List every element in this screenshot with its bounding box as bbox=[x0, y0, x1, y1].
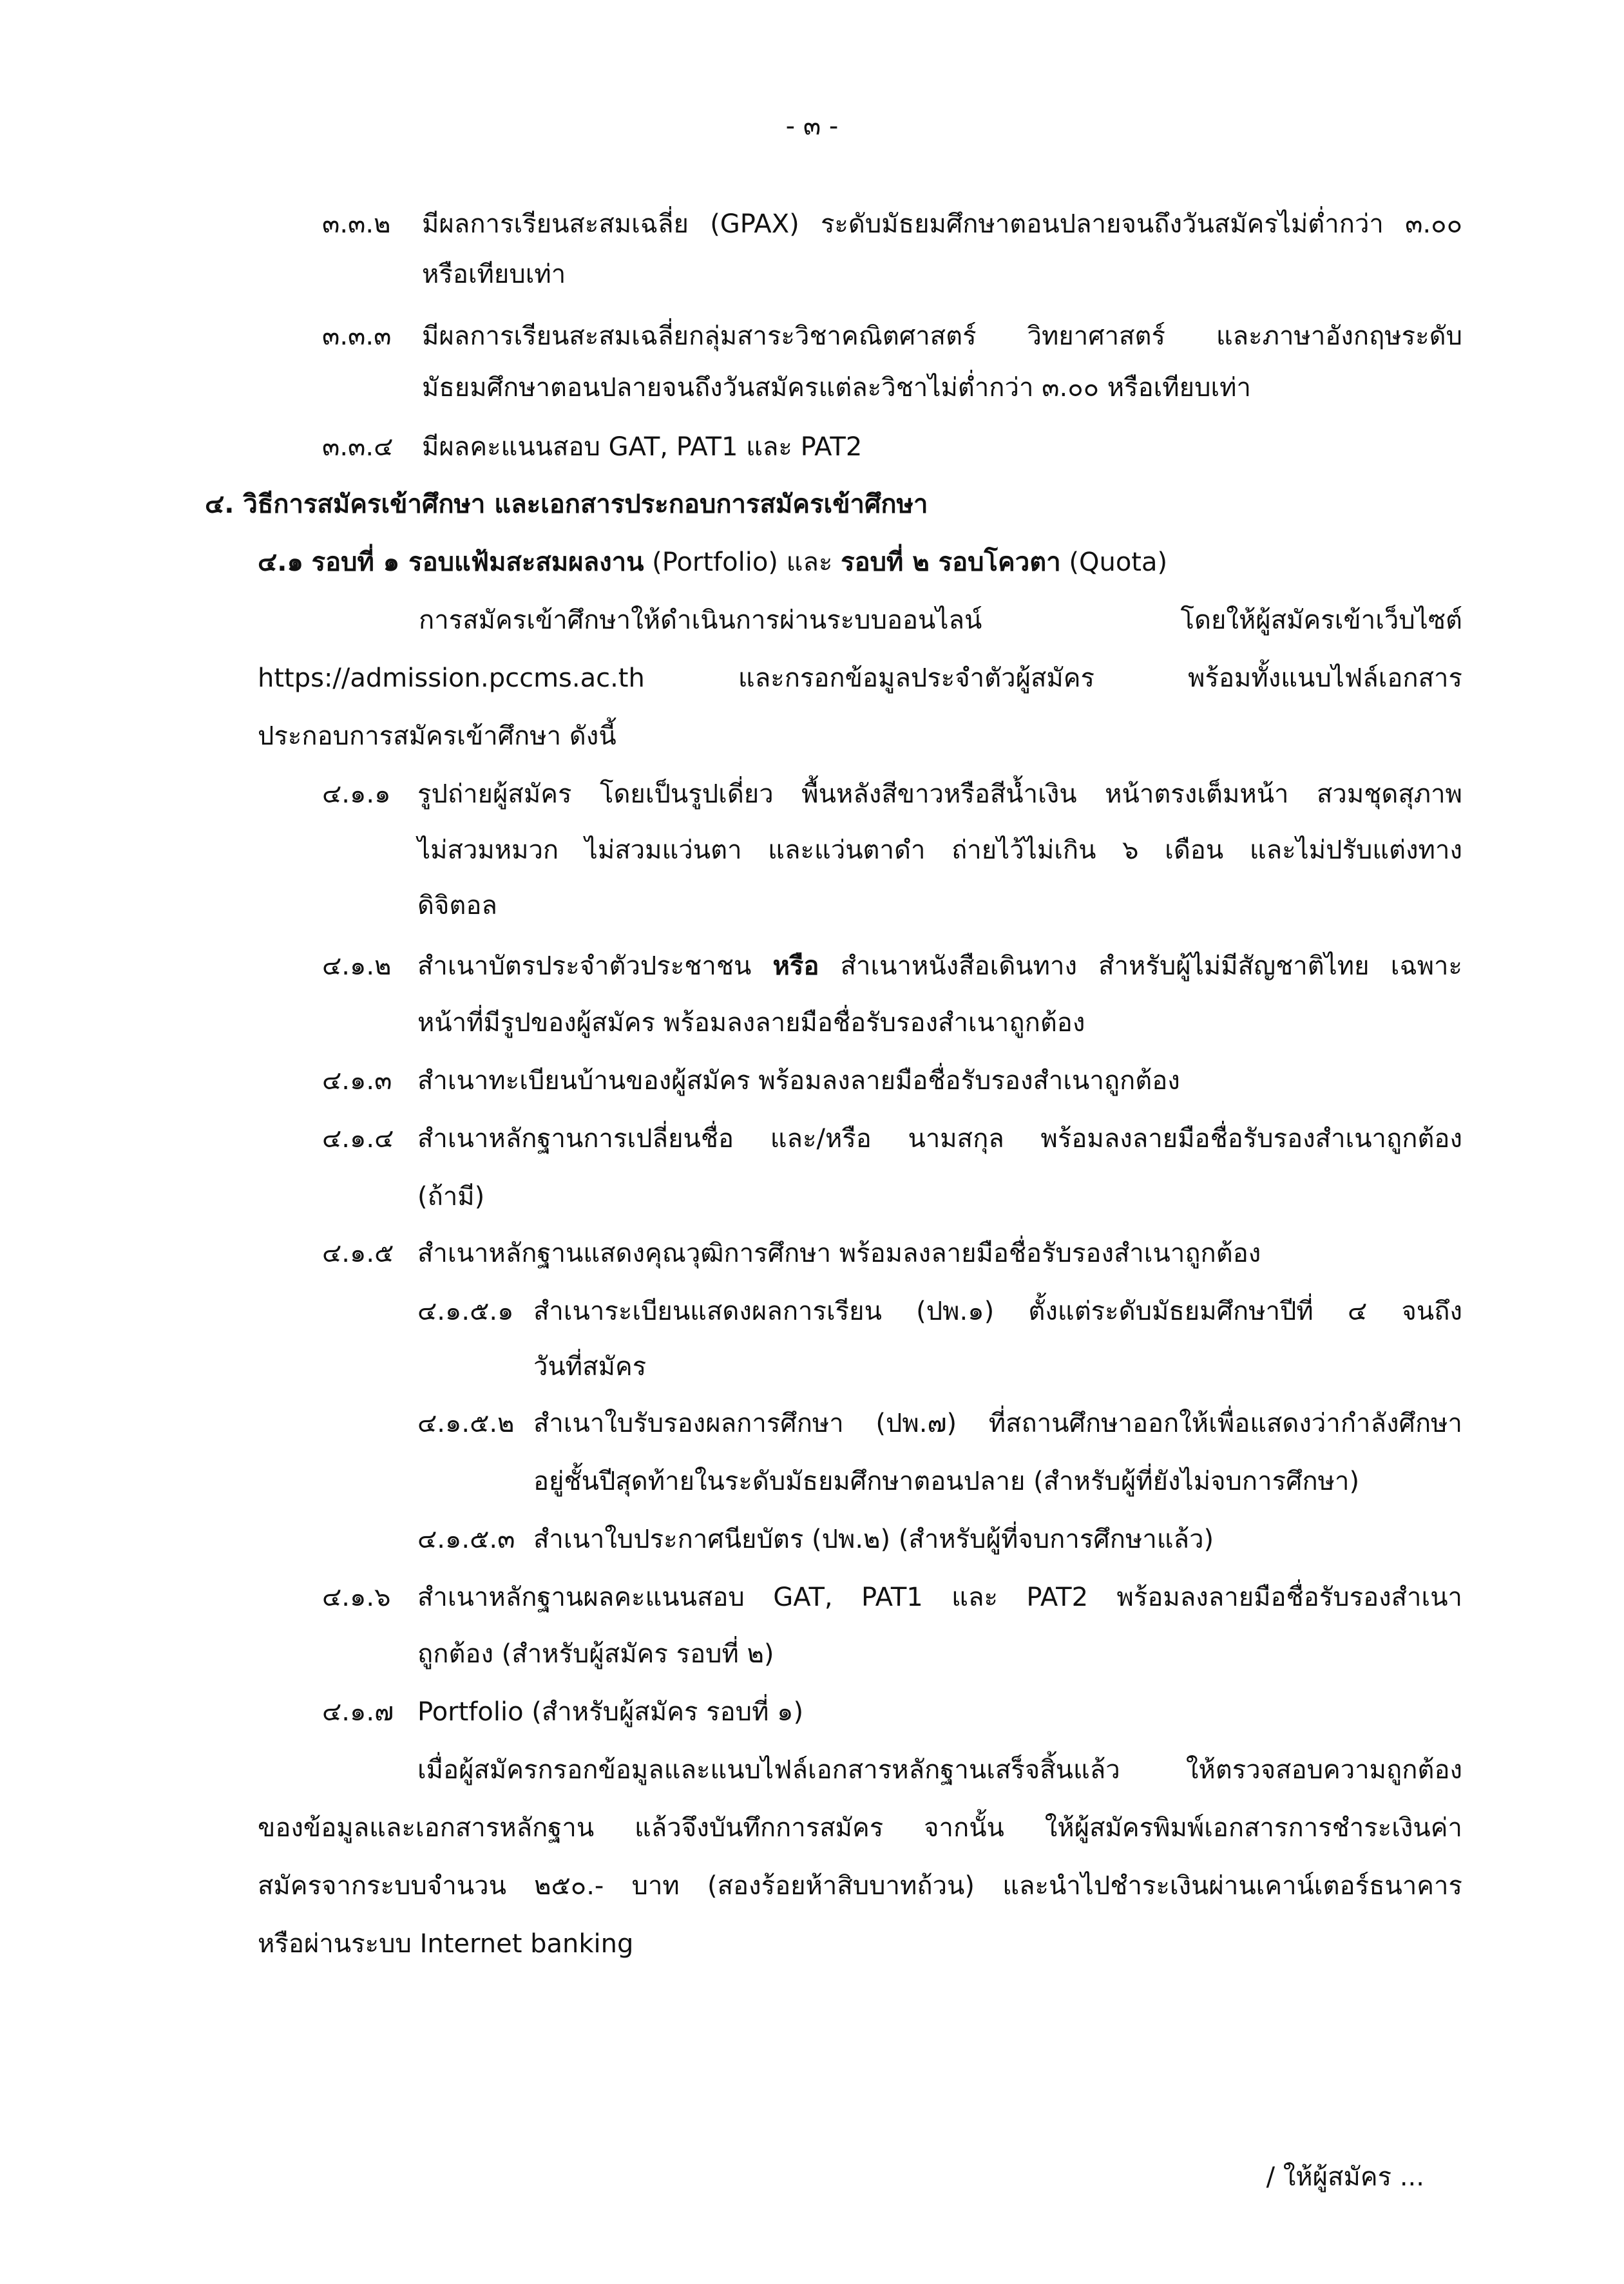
sub-heading-round-1: รอบที่ ๑ รอบแฟ้มสะสมผลงาน bbox=[311, 547, 644, 577]
section-heading: ๔. วิธีการสมัครเข้าศึกษา และเอกสารประกอบการสมัครเข้าศึกษา bbox=[205, 490, 928, 519]
item-text: มีผลการเรียนสะสมเฉลี่ยกลุ่มสาระวิชาคณิตศาสตร์ วิทยาศาสตร์ และภาษาอังกฤษระดับ bbox=[422, 321, 1462, 351]
item-text: ดิจิตอล bbox=[417, 891, 497, 920]
closing-line: สมัครจากระบบจำนวน ๒๕๐.- บาท (สองร้อยห้าสิบบาทถ้วน) และนำไปชำระเงินผ่านเคาน์เตอร์ธนาคาร bbox=[258, 1871, 1462, 1901]
item-text: ถูกต้อง (สำหรับผู้สมัคร รอบที่ ๒) bbox=[417, 1639, 774, 1669]
sub-heading-number: ๔.๑ bbox=[258, 547, 303, 577]
item-text: มีผลการเรียนสะสมเฉลี่ย (GPAX) ระดับมัธยมศึกษาตอนปลายจนถึงวันสมัครไม่ต่ำกว่า ๓.๐๐ bbox=[422, 209, 1462, 239]
sub-heading-portfolio: (Portfolio) และ bbox=[652, 547, 833, 577]
item-text: มัธยมศึกษาตอนปลายจนถึงวันสมัครแต่ละวิชาไม่ต่ำกว่า ๓.๐๐ หรือเทียบเท่า bbox=[422, 373, 1251, 403]
item-number: ๔.๑.๑ bbox=[322, 779, 391, 809]
item-text: มีผลคะแนนสอบ GAT, PAT1 และ PAT2 bbox=[422, 432, 863, 462]
item-number: ๔.๑.๖ bbox=[322, 1583, 391, 1612]
sub-item-text: อยู่ชั้นปีสุดท้ายในระดับมัธยมศึกษาตอนปลาย (สำหรับผู้ที่ยังไม่จบการศึกษา) bbox=[533, 1467, 1360, 1496]
item-number: ๓.๓.๒ bbox=[322, 209, 391, 239]
item-text: สำเนาหลักฐานผลคะแนนสอบ GAT, PAT1 และ PAT2 พร้อมลงลายมือชื่อรับรองสำเนา bbox=[417, 1583, 1462, 1612]
item-text: ไม่สวมหมวก ไม่สวมแว่นตา และแว่นตาดำ ถ่ายไว้ไม่เกิน ๖ เดือน และไม่ปรับแต่งทาง bbox=[417, 835, 1462, 865]
sub-heading-round-2: รอบที่ ๒ รอบโควตา bbox=[841, 547, 1061, 577]
item-text bbox=[417, 948, 1462, 984]
item-text-or: หรือ bbox=[772, 951, 819, 981]
sub-item-text: สำเนาใบประกาศนียบัตร (ปพ.๒) (สำหรับผู้ที่จบการศึกษาแล้ว) bbox=[533, 1525, 1214, 1554]
item-text: หน้าที่มีรูปของผู้สมัคร พร้อมลงลายมือชื่อรับรองสำเนาถูกต้อง bbox=[417, 1008, 1085, 1038]
item-text-part: สำเนาบัตรประจำตัวประชาชน bbox=[417, 951, 752, 981]
closing-line: เมื่อผู้สมัครกรอกข้อมูลและแนบไฟล์เอกสารหลักฐานเสร็จสิ้นแล้ว ให้ตรวจสอบความถูกต้อง bbox=[417, 1755, 1462, 1785]
sub-item-number: ๔.๑.๕.๒ bbox=[417, 1409, 515, 1438]
item-text: สำเนาหลักฐานการเปลี่ยนชื่อ และ/หรือ นามสกุล พร้อมลงลายมือชื่อรับรองสำเนาถูกต้อง bbox=[417, 1124, 1462, 1154]
item-number: ๔.๑.๒ bbox=[322, 951, 392, 981]
item-number: ๔.๑.๓ bbox=[322, 1066, 392, 1096]
closing-line: ของข้อมูลและเอกสารหลักฐาน แล้วจึงบันทึกการสมัคร จากนั้น ให้ผู้สมัครพิมพ์เอกสารการชำระเงินค่า bbox=[258, 1813, 1462, 1843]
sub-heading-quota: (Quota) bbox=[1069, 547, 1168, 577]
item-number: ๔.๑.๕ bbox=[322, 1239, 394, 1268]
item-text: สำเนาหลักฐานแสดงคุณวุฒิการศึกษา พร้อมลงลายมือชื่อรับรองสำเนาถูกต้อง bbox=[417, 1239, 1261, 1268]
item-text: (ถ้ามี) bbox=[417, 1182, 485, 1212]
sub-item-text: สำเนาใบรับรองผลการศึกษา (ปพ.๗) ที่สถานศึกษาออกให้เพื่อแสดงว่ากำลังศึกษา bbox=[533, 1409, 1462, 1438]
item-text: รูปถ่ายผู้สมัคร โดยเป็นรูปเดี่ยว พื้นหลังสีขาวหรือสีน้ำเงิน หน้าตรงเต็มหน้า สวมชุดสุภาพ bbox=[417, 779, 1462, 809]
page-number: - ๓ - bbox=[785, 111, 839, 141]
item-text: หรือเทียบเท่า bbox=[422, 260, 566, 289]
item-number: ๔.๑.๗ bbox=[322, 1697, 394, 1727]
item-text: สำเนาทะเบียนบ้านของผู้สมัคร พร้อมลงลายมือชื่อรับรองสำเนาถูกต้อง bbox=[417, 1066, 1180, 1096]
sub-item-number: ๔.๑.๕.๑ bbox=[417, 1297, 514, 1326]
sub-item-text: สำเนาระเบียนแสดงผลการเรียน (ปพ.๑) ตั้งแต่ระดับมัธยมศึกษาปีที่ ๔ จนถึง bbox=[533, 1297, 1462, 1326]
item-text-part: สำเนาหนังสือเดินทาง สำหรับผู้ไม่มีสัญชาติไทย เฉพาะ bbox=[840, 951, 1462, 981]
sub-item-text: วันที่สมัคร bbox=[533, 1352, 647, 1382]
intro-line: การสมัครเข้าศึกษาให้ดำเนินการผ่านระบบออนไลน์ โดยให้ผู้สมัครเข้าเว็บไซต์ bbox=[419, 605, 1462, 635]
item-number: ๓.๓.๔ bbox=[322, 432, 394, 462]
closing-line: หรือผ่านระบบ Internet banking bbox=[258, 1929, 634, 1959]
intro-line-url: https://admission.pccms.ac.th และกรอกข้อมูลประจำตัวผู้สมัคร พร้อมทั้งแนบไฟล์เอกสาร bbox=[258, 663, 1462, 693]
continuation-note: / ให้ผู้สมัคร ... bbox=[1266, 2162, 1424, 2192]
sub-item-number: ๔.๑.๕.๓ bbox=[417, 1525, 515, 1554]
item-number: ๔.๑.๔ bbox=[322, 1124, 394, 1154]
intro-line: ประกอบการสมัครเข้าศึกษา ดังนี้ bbox=[258, 721, 616, 751]
sub-heading bbox=[258, 544, 1167, 580]
item-text: Portfolio (สำหรับผู้สมัคร รอบที่ ๑) bbox=[417, 1697, 804, 1727]
item-number: ๓.๓.๓ bbox=[322, 321, 392, 351]
